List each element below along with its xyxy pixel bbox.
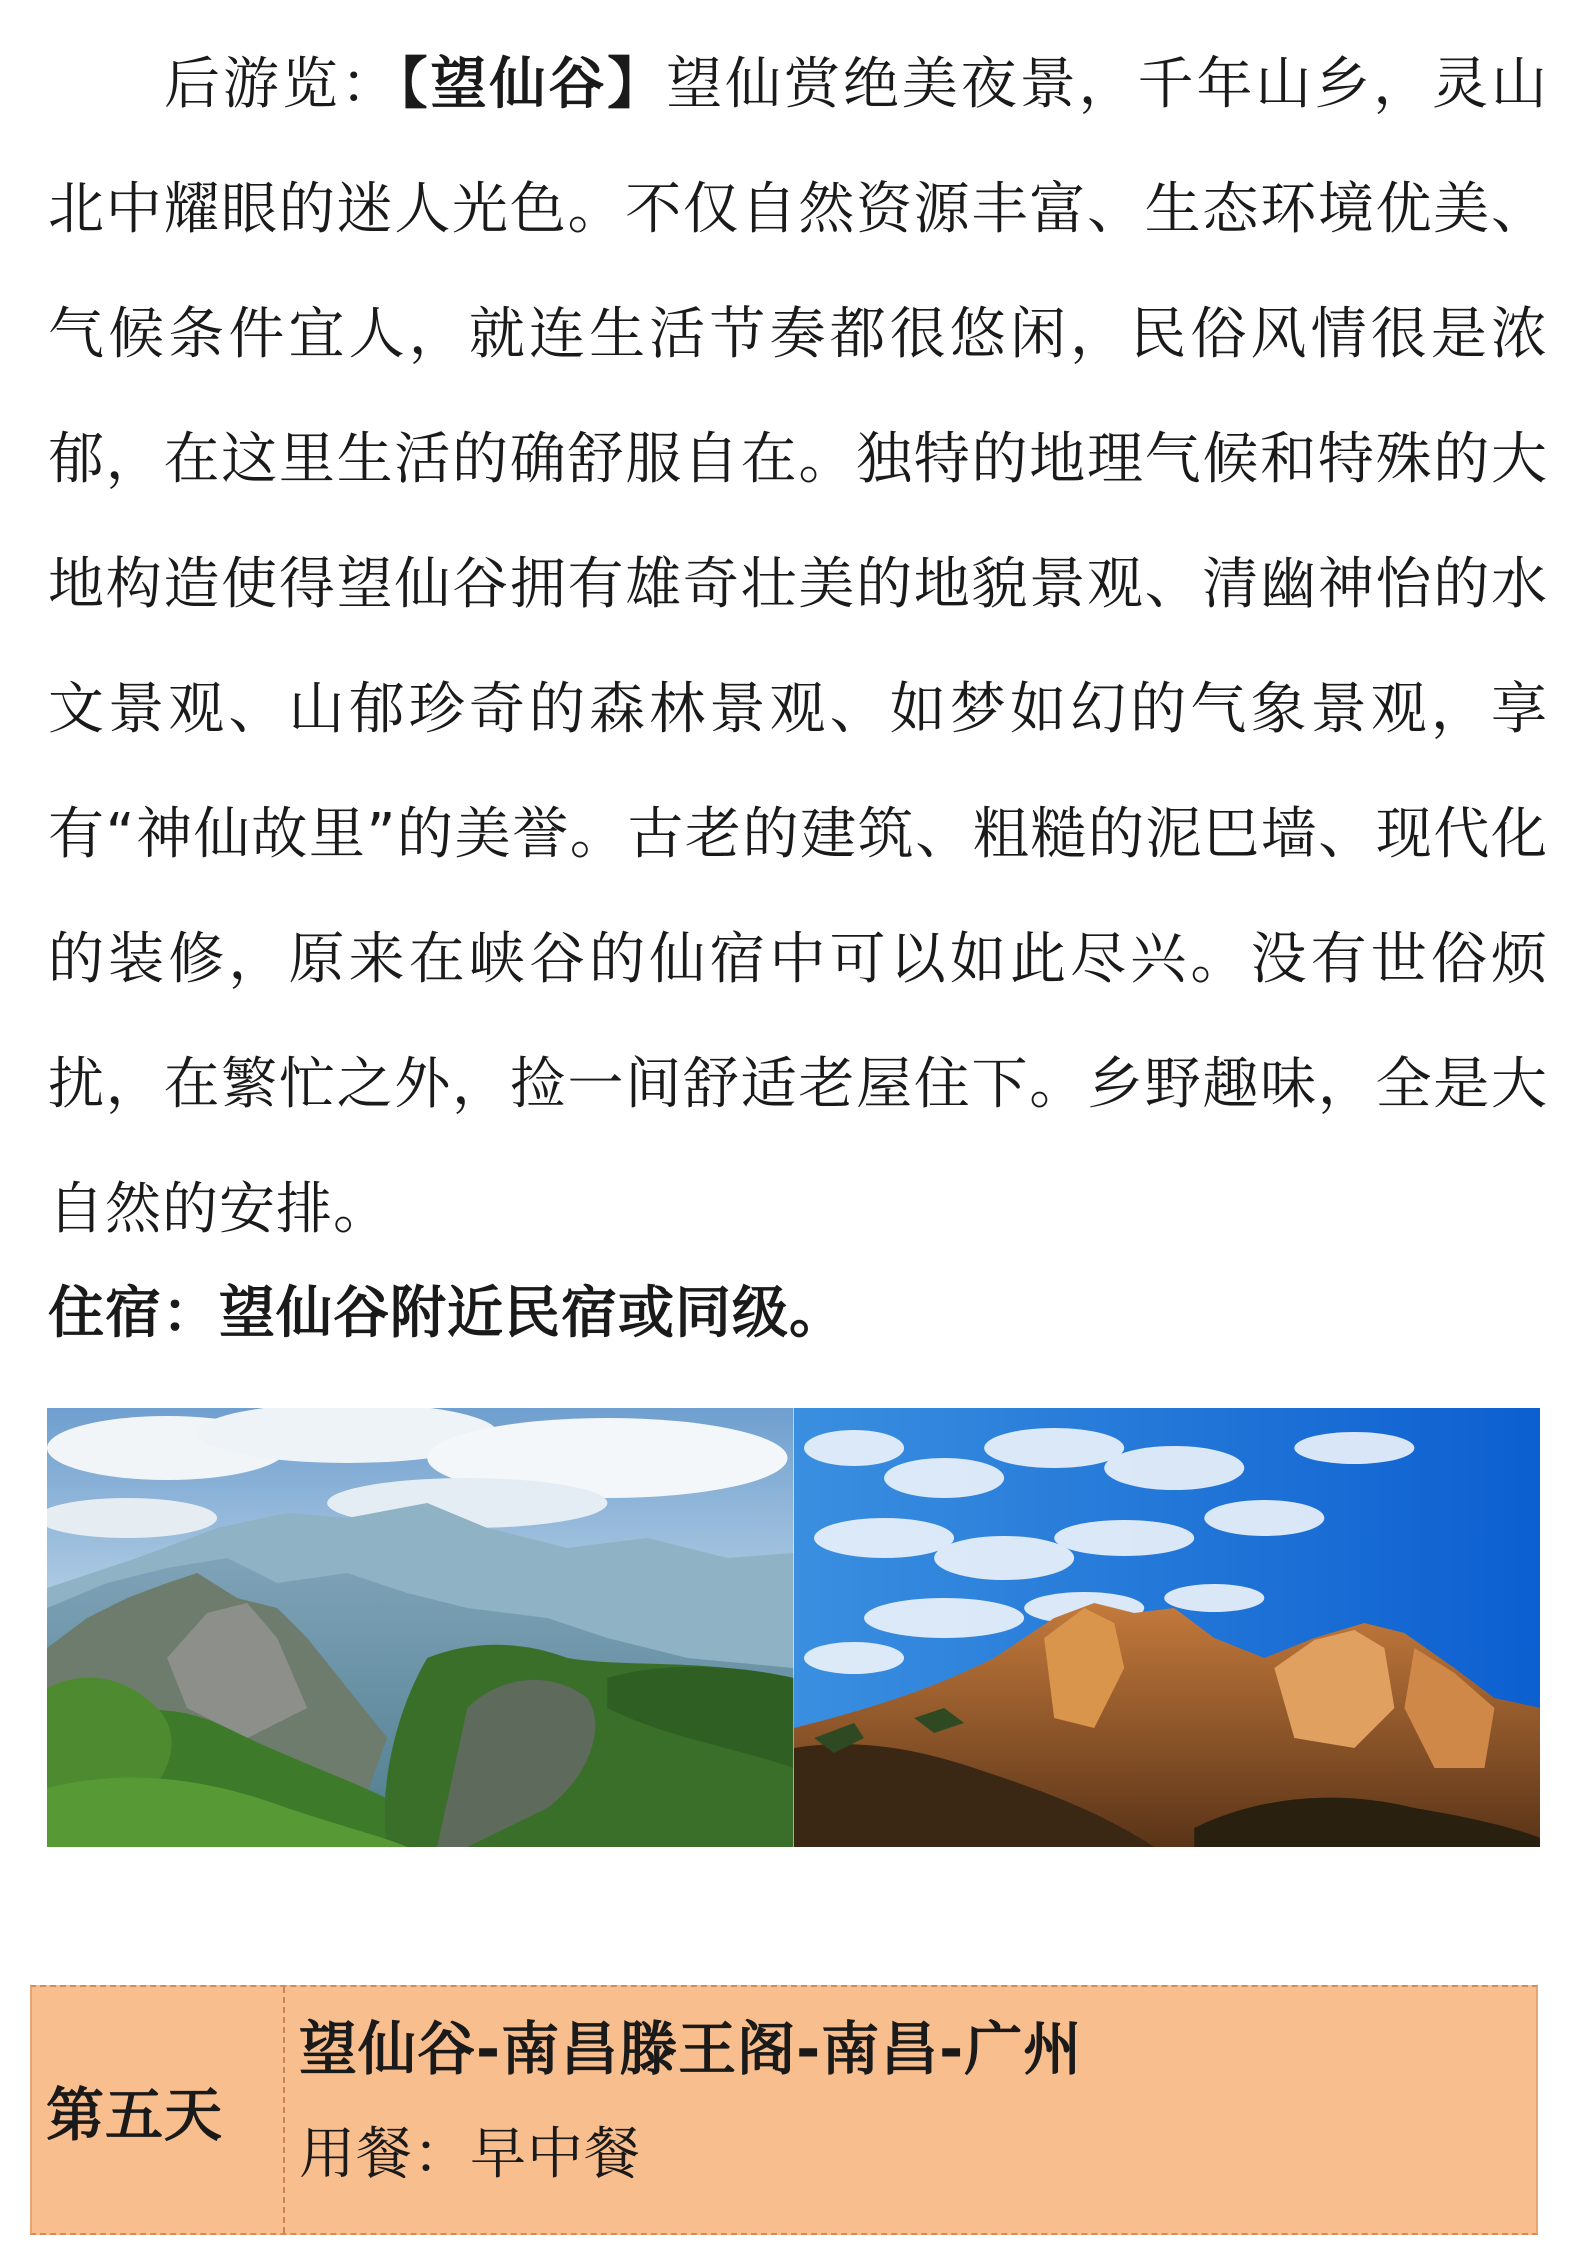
day-label: 第五天	[46, 2081, 224, 2149]
photo-strip	[47, 1408, 1540, 1847]
day-info-cell	[285, 1987, 1536, 2233]
article-content	[48, 0, 1548, 1354]
meals-info: 用餐：早中餐	[299, 2122, 641, 2187]
day-label-cell	[32, 1987, 285, 2233]
intro-prefix: 后游览：	[164, 52, 400, 117]
description-paragraph	[48, 22, 1548, 1272]
lodging-note: 住宿：望仙谷附近民宿或同级。	[48, 1281, 846, 1346]
highlight-title: 【望仙谷】	[399, 52, 667, 117]
route-title: 望仙谷-南昌滕王阁-南昌-广州	[299, 2015, 1083, 2083]
description-body: 望仙赏绝美夜景，千年山乡，灵山北中耀眼的迷人光色。不仅自然资源丰富、生态环境优美、气候条件宜人，就连生活节奏都很悠闲，民俗风情很是浓郁，在这里生活的确舒服自在。独特的地理气候和特殊的大地构造使得望仙谷拥有雄奇壮美的地貌景观、清幽神怡的水文景观、山郁珍奇的森林景观、如梦如幻的气象景观，享有“神仙故里”的美誉。古老的建筑、粗糙的泥巴墙、现代化的装修，原来在峡谷的仙宿中可以如此尽兴。没有世俗烦扰，在繁忙之外，捡一间舒适老屋住下。乡野趣味，全是大自然的安排。	[48, 52, 1549, 1242]
day-itinerary-table	[30, 1985, 1538, 2235]
mountain-photo-green	[47, 1408, 794, 1847]
mountain-photo-sunset	[794, 1408, 1541, 1847]
